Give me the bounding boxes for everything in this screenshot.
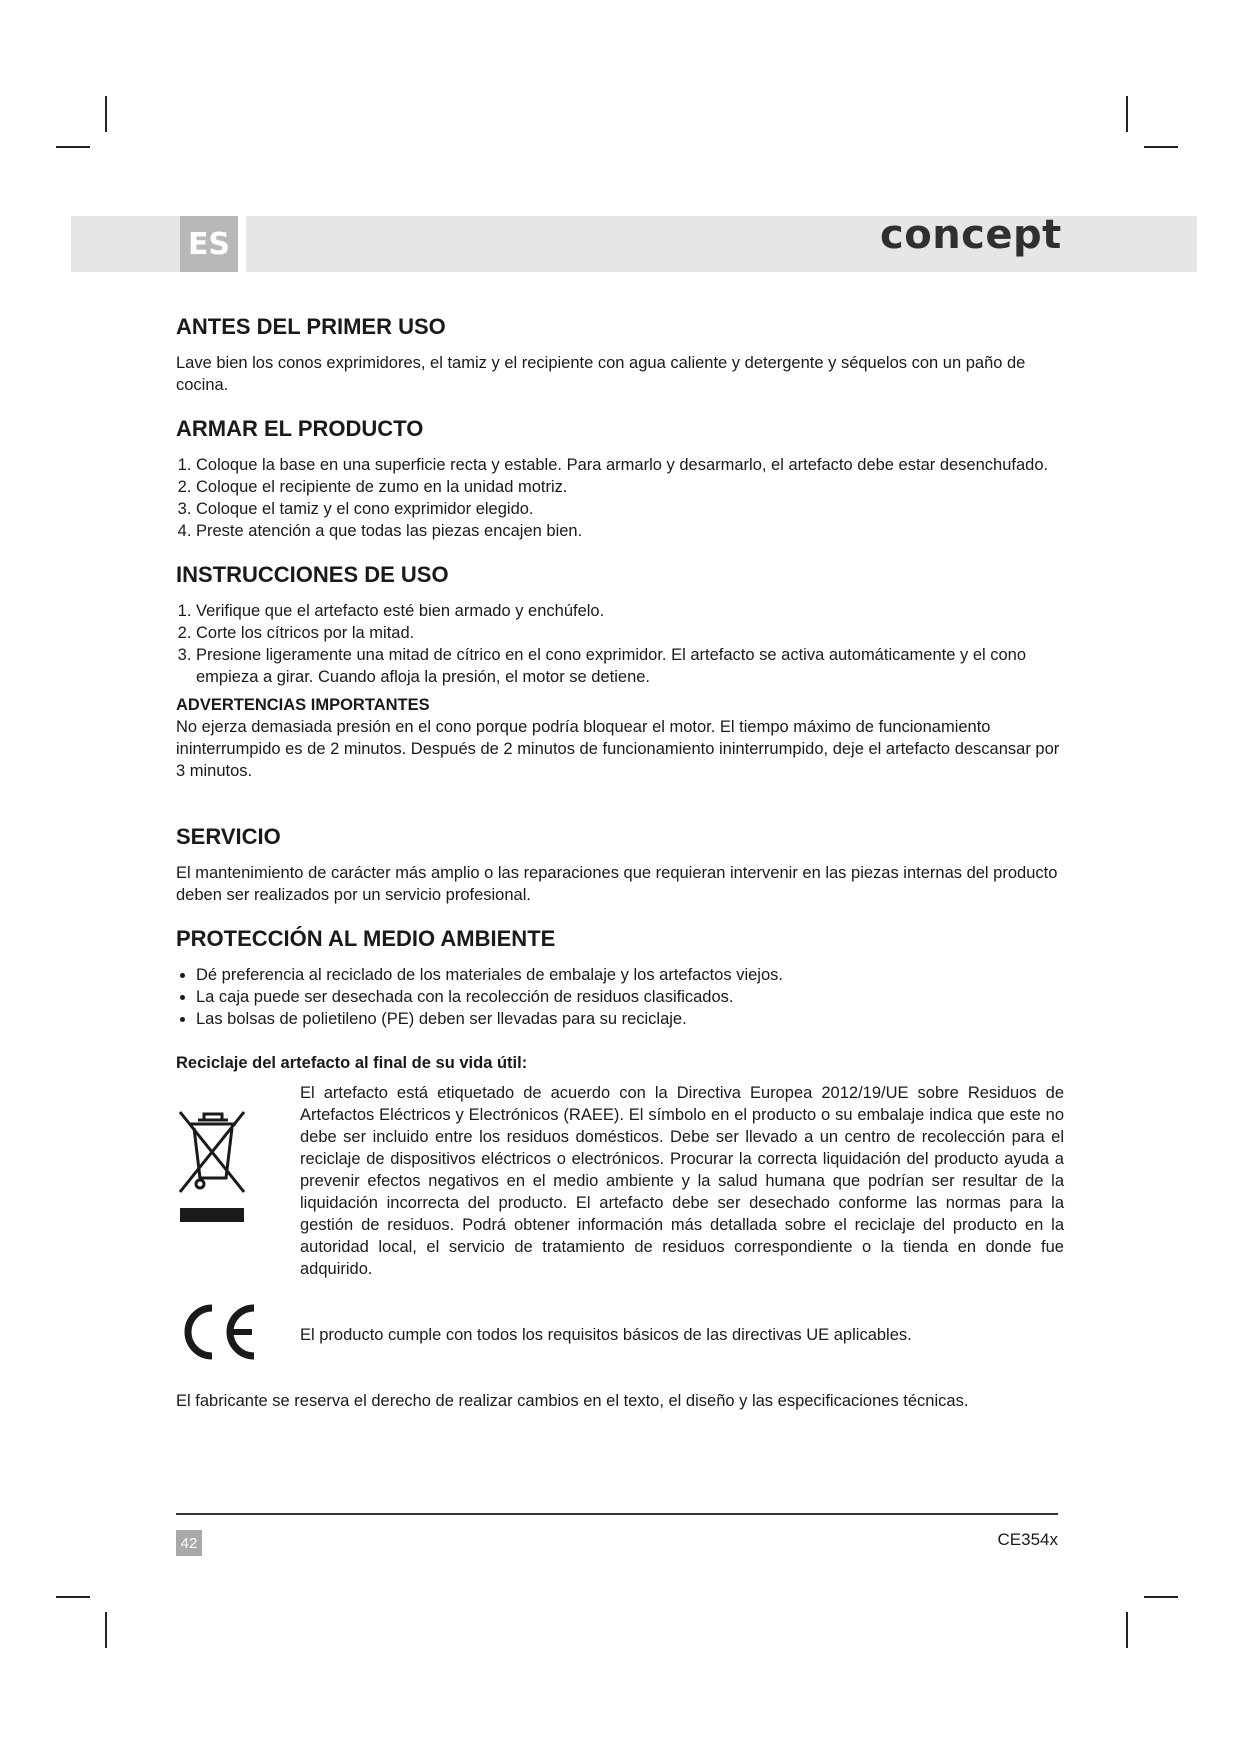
crop-mark (56, 146, 90, 148)
numbered-list (176, 600, 1064, 688)
section-text: El mantenimiento de carácter más amplio o las reparaciones que requieran intervenir en las piezas internas del producto deben ser realizados por un servicio profesional. (176, 864, 1058, 904)
list-item: 1. Verifique que el artefacto esté bien armado y enchúfelo. (196, 600, 1064, 622)
warning-text: No ejerza demasiada presión en el cono porque podría bloquear el motor. El tiempo máximo de funcionamiento ininterrumpido es de 2 minutos. Después de 2 minutos de funcionamiento ininterrumpido, deje el artefacto descansar por 3 minutos. (176, 718, 1060, 780)
section-instrucciones (176, 560, 1064, 782)
crop-mark (105, 1612, 107, 1648)
crop-mark (56, 1596, 90, 1598)
section-title: ARMAR EL PRODUCTO (176, 416, 424, 441)
list-item: 3. Coloque el tamiz y el cono exprimidor elegido. (196, 498, 1064, 520)
crop-mark (1126, 96, 1128, 132)
ce-mark-icon (176, 1302, 260, 1362)
brand-logo: concept (880, 212, 1062, 258)
section-servicio (176, 822, 1064, 906)
recycle-text: El artefacto está etiquetado de acuerdo con la Directiva Europea 2012/19/UE sobre Residuos de Artefactos Eléctricos y Electrónicos (RAEE). El símbolo en el producto o su embalaje indica que este no debe ser incluido entre los residuos domésticos. Debe ser llevado a un centro de recolección para el reciclaje de dispositivos eléctricos o electrónicos. Procurar la correcta liquidación del producto ayuda a prevenir efectos negativos en el medio ambiente y la salud humana que podrían ser resultar de la liquidación incorrecta del producto. El artefacto debe ser desechado conforme las normas para la gestión de residuos. Podrá obtener información más detallada sobre el reciclaje del producto en la autoridad local, el servicio de tratamiento de residuos correspondiente o la tienda en donde fue adquirido. (300, 1084, 1064, 1278)
language-tag: ES (180, 216, 238, 272)
crop-mark (1144, 1596, 1178, 1598)
ce-text: El producto cumple con todos los requisitos básicos de las directivas UE aplicables. (300, 1326, 912, 1344)
footer-divider (176, 1513, 1058, 1515)
warning-title: ADVERTENCIAS IMPORTANTES (176, 696, 430, 714)
section-text: Lave bien los conos exprimidores, el tamiz y el recipiente con agua caliente y detergente y séquelos con un paño de cocina. (176, 354, 1026, 394)
crossed-bin-icon (176, 1108, 248, 1224)
list-item: 3. Presione ligeramente una mitad de cítrico en el cono exprimidor. El artefacto se activa automáticamente y el cono empieza a girar. Cuando afloja la presión, el motor se detiene. (196, 644, 1064, 688)
page-content (176, 312, 1064, 1412)
list-item: • Dé preferencia al reciclado de los materiales de embalaje y los artefactos viejos. (196, 964, 1064, 986)
section-armar (176, 414, 1064, 542)
section-antes (176, 312, 1064, 396)
section-title: ANTES DEL PRIMER USO (176, 314, 446, 339)
list-item: 2. Corte los cítricos por la mitad. (196, 622, 1064, 644)
list-item: 2. Coloque el recipiente de zumo en la unidad motriz. (196, 476, 1064, 498)
recycle-title: Reciclaje del artefacto al final de su vida útil: (176, 1054, 528, 1072)
ce-block (176, 1302, 1064, 1368)
section-title: SERVICIO (176, 824, 281, 849)
recycle-block (176, 1082, 1064, 1280)
list-item: 4. Preste atención a que todas las piezas encajen bien. (196, 520, 1064, 542)
disclaimer: El fabricante se reserva el derecho de realizar cambios en el texto, el diseño y las especificaciones técnicas. (176, 1392, 969, 1410)
section-title: INSTRUCCIONES DE USO (176, 562, 449, 587)
section-medio-ambiente (176, 924, 1064, 1368)
bullet-list (176, 964, 1064, 1030)
list-item: • La caja puede ser desechada con la recolección de residuos clasificados. (196, 986, 1064, 1008)
section-title: PROTECCIÓN AL MEDIO AMBIENTE (176, 926, 556, 951)
crop-mark (105, 96, 107, 132)
numbered-list (176, 454, 1064, 542)
model-number: CE354x (997, 1530, 1058, 1549)
header-divider (238, 216, 246, 272)
crop-mark (1144, 146, 1178, 148)
crop-mark (1126, 1612, 1128, 1648)
list-item: • Las bolsas de polietileno (PE) deben ser llevadas para su reciclaje. (196, 1008, 1064, 1030)
page-number: 42 (176, 1530, 202, 1556)
list-item: 1. Coloque la base en una superficie recta y estable. Para armarlo y desarmarlo, el artefacto debe estar desenchufado. (196, 454, 1064, 476)
